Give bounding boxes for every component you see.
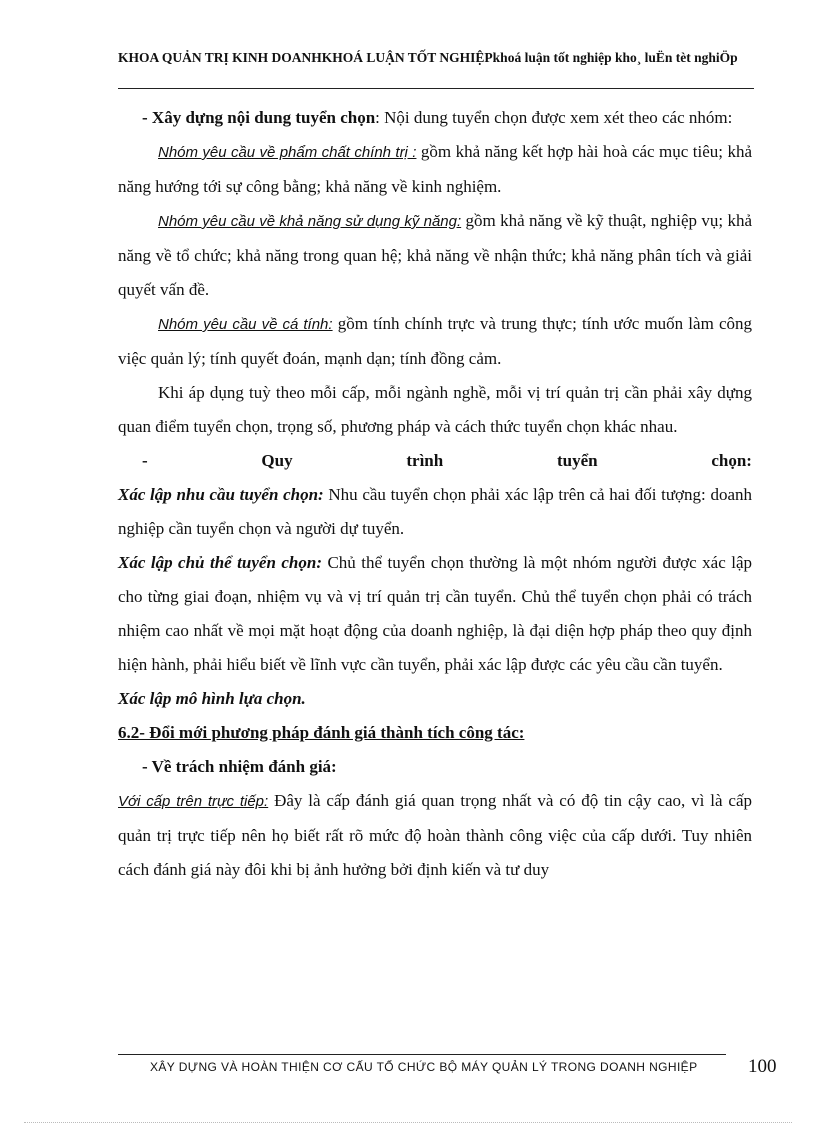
subheading-selection-needs: Xác lập nhu cầu tuyển chọn: <box>118 485 324 504</box>
heading-word: tuyển <box>556 451 598 470</box>
paragraph-direct-superior <box>118 784 752 887</box>
heading-evaluation-responsibility: - Về trách nhiệm đánh giá: <box>142 757 337 776</box>
subheading-political-quality: Nhóm yêu cầu về phẩm chất chính trị : <box>158 144 417 161</box>
heading-word: trình <box>406 451 444 470</box>
subheading-selection-subject: Xác lập chủ thể tuyển chọn: <box>118 553 322 572</box>
header-text: KHOA QUẢN TRỊ KINH DOANHKHOÁ LUẬN TỐT NGHIỆPkhoá luận tốt nghiệp kho¸ luËn tèt nghiÖp <box>118 50 738 65</box>
subheading-direct-superior: Với cấp trên trực tiếp: <box>118 793 269 810</box>
section-heading-evaluation: 6.2- Đổi mới phương pháp đánh giá thành tích công tác: <box>118 723 525 742</box>
subheading-selection-model: Xác lập mô hình lựa chọn. <box>118 689 306 708</box>
paragraph-text: gồm khả năng kết hợp hài hoà các mục tiêu; khả năng hướng tới sự công bằng; khả năng về kinh nghiệm. <box>118 142 752 196</box>
page-header <box>118 50 754 66</box>
page-footer: XÂY DỰNG VÀ HOÀN THIỆN CƠ CẤU TỔ CHỨC BỘ MÁY QUẢN LÝ TRONG DOANH NGHIỆP <box>150 1060 698 1074</box>
footer-divider <box>118 1054 726 1055</box>
heading-content-selection: - Xây dựng nội dung tuyển chọn <box>142 108 376 127</box>
paragraph-selection-subject <box>118 546 752 682</box>
heading-selection-process <box>118 444 752 478</box>
header-divider <box>118 88 754 89</box>
paragraph-selection-needs <box>118 478 752 546</box>
paragraph-personality <box>118 307 752 376</box>
paragraph-skill-usage <box>118 204 752 307</box>
subheading-personality: Nhóm yêu cầu về cá tính: <box>158 316 333 333</box>
paragraph-text: Nhu cầu tuyển chọn phải xác lập trên cả hai đối tượng: doanh nghiệp cần tuyển chọn và người dự tuyển. <box>118 485 752 538</box>
paragraph-application: Khi áp dụng tuỳ theo mỗi cấp, mỗi ngành nghề, mỗi vị trí quản trị cần phải xây dựng quan điểm tuyển chọn, trọng số, phương pháp và cách thức tuyển chọn khác nhau. <box>118 383 752 436</box>
page-number: 100 <box>748 1056 777 1077</box>
subheading-skill-usage: Nhóm yêu cầu về khả năng sử dụng kỹ năng: <box>158 213 462 230</box>
paragraph-text: gồm tính chính trực và trung thực; tính ước muốn làm công việc quản lý; tính quyết đoán, mạnh dạn; tính đồng cảm. <box>118 314 752 368</box>
paragraph-political-quality <box>118 135 752 204</box>
heading-word: - <box>142 451 148 470</box>
heading-word: chọn: <box>711 451 752 470</box>
paragraph-text: gồm khả năng về kỹ thuật, nghiệp vụ; khả năng về tổ chức; khả năng trong quan hệ; khả năng về nhận thức; khả năng phân tích và giải quyết vấn đề. <box>118 211 752 299</box>
document-body <box>118 101 752 887</box>
paragraph-text: : Nội dung tuyển chọn được xem xét theo các nhóm: <box>375 108 733 127</box>
heading-word: Quy <box>261 451 293 470</box>
paragraph-text: Chủ thể tuyển chọn thường là một nhóm người được xác lập cho từng giai đoạn, nhiệm vụ và vị trí quản trị cần tuyển. Chủ thể tuyển chọn phải có trách nhiệm cao nhất về mọi mặt hoạt động của doanh nghiệp, là đại diện hợp pháp theo quy định hiện hành, phải hiểu biết về lĩnh vực cần tuyển, phải xác lập được các yêu cầu cần tuyển. <box>118 553 753 674</box>
paragraph-content-selection <box>118 101 752 135</box>
paragraph-text: Đây là cấp đánh giá quan trọng nhất và có độ tin cậy cao, vì là cấp quản trị trực tiếp nên họ biết rất rõ mức độ hoàn thành công việc của cấp dưới. Tuy nhiên cách đánh giá này đôi khi bị ảnh hưởng bởi định kiến và tư duy <box>118 791 752 879</box>
